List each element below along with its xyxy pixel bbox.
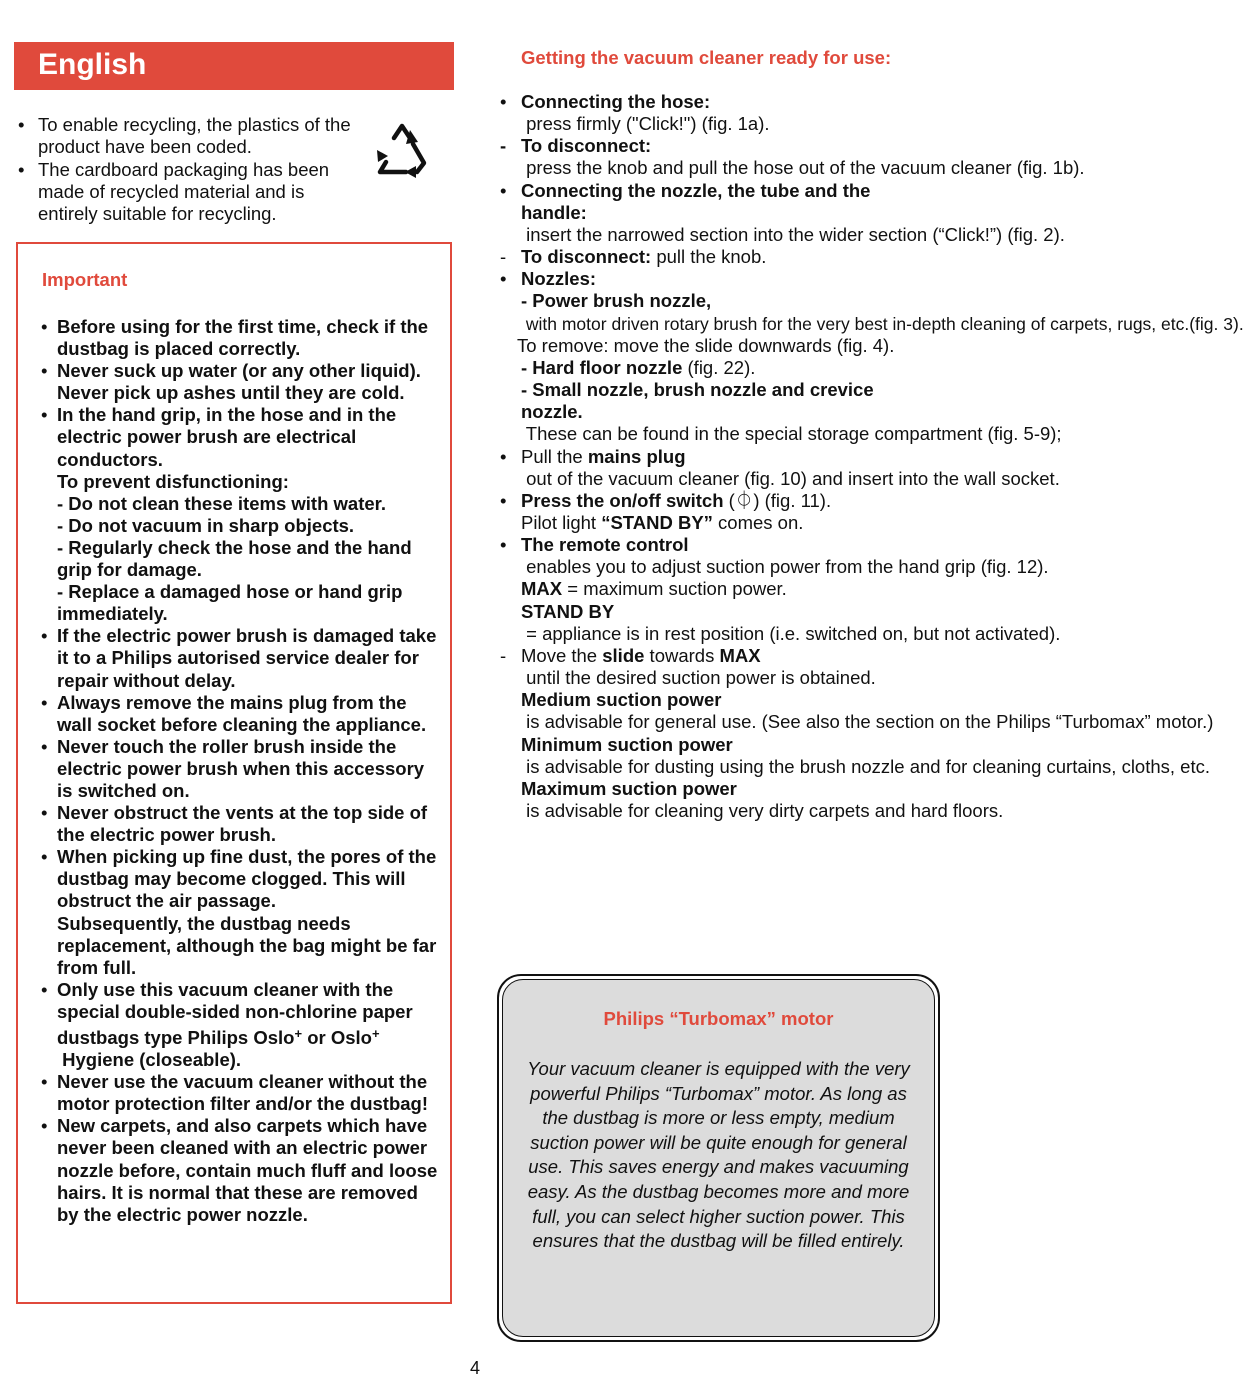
setup-subitem: - Small nozzle, brush nozzle and crevice nozzle. These can be found in the special storage compartment (fig. 5-9); (521, 379, 1062, 445)
important-line: - Replace a damaged hose or hand grip immediately. (57, 581, 403, 625)
recycling-item: • To enable recycling, the plastics of the product have been coded. (16, 114, 366, 159)
important-line: • When picking up fine dust, the pores of the dustbag may become clogged. This will obstruct the air passage. (57, 846, 437, 912)
setup-item: • Connecting the nozzle, the tube and the handle: insert the narrowed section into the wider section (“Click!”) (fig. 2). (500, 179, 1065, 245)
setup-subitem: - Hard floor nozzle (fig. 22). (521, 356, 756, 378)
important-line: - Do not vacuum in sharp objects. (57, 514, 355, 536)
important-line: To prevent disfunctioning: (57, 470, 289, 492)
important-item (40, 979, 440, 1071)
important-list (40, 316, 440, 1226)
setup-list (498, 91, 1244, 822)
important-box (16, 242, 452, 1304)
recycle-icon (372, 120, 432, 180)
setup-item: - Move the slide towards MAX until the desired suction power is obtained. Medium suction power is advisable for general use. (See also the section on the Philips “Turbomax” motor.) Minimum suction power is advisable for dusting using the brush nozzle and for cleaning curtains, cloths, etc. Maximum suction power is advisable for cleaning very dirty carpets and hard floors. (500, 644, 1214, 821)
setup-item: - To disconnect: press the knob and pull the hose out of the vacuum cleaner (fig. 1b). (500, 135, 1085, 179)
turbomax-box (497, 974, 940, 1342)
turbomax-inner (502, 979, 935, 1337)
important-item: • New carpets, and also carpets which have never been cleaned with an electric power nozzle before, contain much fluff and loose hairs. It is normal that these are removed by the electric power nozzle. (40, 1115, 440, 1225)
setup-subitem: To remove: move the slide downwards (fig. 4). (517, 334, 895, 356)
superscript-plus: + (371, 1026, 380, 1041)
important-text: or Oslo (302, 1027, 372, 1048)
language-title: English (38, 48, 147, 81)
recycling-item: • The cardboard packaging has been made of recycled material and is entirely suitable for recycling. (16, 159, 366, 226)
setup-item: • Pull the mains plug out of the vacuum cleaner (fig. 10) and insert into the wall socket. (500, 445, 1060, 489)
setup-item: • Nozzles: (500, 268, 597, 290)
superscript-plus: + (294, 1026, 303, 1041)
setup-item: • The remote control enables you to adjust suction power from the hand grip (fig. 12). MAX = maximum suction power. STAND BY = appliance is in rest position (i.e. switched on, but not activated). (500, 534, 1061, 644)
page-number: 4 (470, 1358, 481, 1378)
important-line: - Do not clean these items with water. (57, 492, 386, 514)
important-line: Subsequently, the dustbag needs replacement, although the bag might be far from full. (57, 912, 437, 978)
setup-subitem: - Power brush nozzle, with motor driven rotary brush for the very best in-depth cleaning of carpets, rugs, etc.(fig. 3). (521, 290, 1244, 334)
language-header (14, 42, 454, 90)
important-text: Only use this vacuum cleaner with the special double-sided non-chlorine paper dustbags type Philips Oslo (57, 978, 413, 1048)
important-item: • Always remove the mains plug from the wall socket before cleaning the appliance. (40, 692, 440, 736)
important-item: • Never touch the roller brush inside the electric power brush when this accessory is switched on. (40, 736, 440, 802)
important-item: • Never suck up water (or any other liquid). Never pick up ashes until they are cold. (40, 360, 440, 404)
important-item: • Before using for the first time, check if the dustbag is placed correctly. (40, 316, 440, 360)
setup-item: - To disconnect: pull the knob. (500, 246, 767, 268)
recycling-list (16, 114, 366, 225)
turbomax-text: Your vacuum cleaner is equipped with the very powerful Philips “Turbomax” motor. As long as the dustbag is more or less empty, medium suction power will be quite enough for general use. This saves energy and makes vacuuming easy. As the dustbag becomes more and more full, you can select higher suction power. This ensures that the dustbag will be filled entirely. (527, 1058, 910, 1252)
important-item: • If the electric power brush is damaged take it to a Philips autorised service dealer for repair without delay. (40, 625, 440, 691)
important-text: Hygiene (closeable). (57, 1049, 242, 1071)
important-item: • Never obstruct the vents at the top side of the electric power brush. (40, 802, 440, 846)
turbomax-title: Philips “Turbomax” motor (603, 1008, 834, 1029)
setup-item: • Connecting the hose: press firmly ("Click!") (fig. 1a). (500, 91, 770, 135)
important-line: - Regularly check the hose and the hand grip for damage. (57, 536, 412, 581)
important-item (40, 846, 440, 979)
setup-title: Getting the vacuum cleaner ready for use: (521, 47, 892, 68)
important-title: Important (42, 269, 128, 290)
important-line: • In the hand grip, in the hose and in the electric power brush are electrical conductors. (57, 404, 397, 470)
important-item: • Never use the vacuum cleaner without the motor protection filter and/or the dustbag! (40, 1071, 440, 1115)
important-item (40, 404, 440, 625)
setup-item: • Press the on/off switch (⏀) (fig. 11). Pilot light “STAND BY” comes on. (500, 489, 832, 533)
